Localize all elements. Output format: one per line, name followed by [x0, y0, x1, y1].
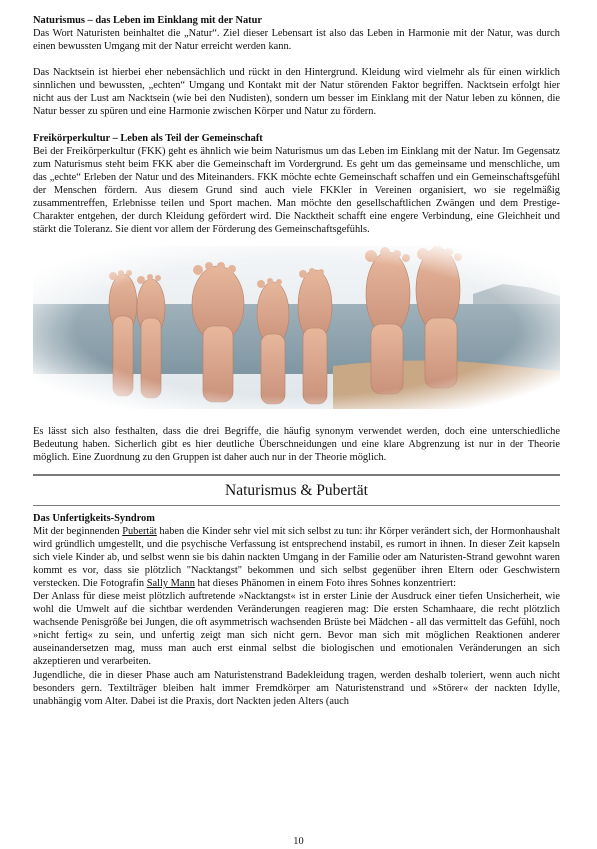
- text-run: hat dieses Phänomen in einem Foto ihres Sohnes konzentriert:: [194, 577, 457, 589]
- text-run: Mit der beginnenden: [33, 525, 123, 537]
- feet-image: [33, 246, 560, 409]
- heading-syndrom: Das Unfertigkeits-Syndrom: [33, 512, 155, 524]
- heading-fkk: Freikörperkultur – Leben als Teil der Gemeinschaft: [33, 132, 263, 144]
- summary-paragraph: Es lässt sich also festhalten, dass die drei Begriffe, die häufig synonym verwendet werden, doch eine unterschiedliche Bedeutung haben. Sicherlich gibt es hier deutliche Überschneidungen und eine klare Abgrenzung ist nur in der Theorie möglich. Eine Zuordnung zu den Gruppen ist daher auch nur in der Theorie möglich.: [33, 426, 560, 464]
- link-sally-mann[interactable]: Sally Mann: [146, 577, 195, 589]
- link-pubertaet[interactable]: Pubertät: [122, 525, 157, 537]
- paragraph: [33, 525, 560, 590]
- feet-photo: [33, 246, 560, 409]
- section-content: [33, 512, 560, 708]
- paragraph: Jugendliche, die in dieser Phase auch am Naturistenstrand Badekleidung tragen, werden deshalb toleriert, wenn auch nicht besonders gern. Textilträger bleiben halt immer Fremdkörper am Naturistenstrand und »Störer« der nackten Idylle, unabhängig vom Alter. Dabei ist die Praxis, dort Nackten jeden Alters (auch: [33, 669, 560, 707]
- paragraph: Bei der Freikörperkultur (FKK) geht es ähnlich wie beim Naturismus um das Leben im Einklang mit der Natur. Im Gegensatz zum Naturismus steht beim FKK aber die Gemeinschaft im Vordergrund. Es geht um das gemeinsame und menschliche, um das „echte“ Erleben der Natur und des Miteinanders. FKK möchte echte Gemeinschaft schaffen und ein Gemeinschaftsgefühl der Menschen fördern. Aus diesem Grund sind auch viele FKKler in Vereinen organisiert, wo sie regelmäßig zusammentreffen, Erlebnisse teilen und Sport machen. Man möchte den gesellschaftlichen Zwängen und dem Prestige-Charakter entgehen, der durch Kleidung gefördert wird. Die Nacktheit schafft eine engere Verbindung, eine Gleichheit und stärkt die Toleranz. Sie dient vor allem der Förderung des Gemeinschaftsgefühls.: [33, 145, 560, 236]
- section-title: Naturismus & Pubertät: [225, 481, 368, 499]
- page-body: [33, 14, 560, 708]
- paragraph: Das Nacktsein ist hierbei eher nebensächlich und rückt in den Hintergrund. Kleidung wird vielmehr als für einen wirklich sinnlichen und bewussten, „echten“ Umgang und Kontakt mit der Natur störenden Faktor begriffen. Nacktsein erfolgt hier nicht aus der Lust am Nacktsein (wie bei den Nudisten), sondern um besser im Einklang mit der Natur leben zu können, die Natur besser zu spüren und eine Harmonie zwischen Körper und Natur zu fördern.: [33, 67, 560, 118]
- heading-naturismus: Naturismus – das Leben im Einklang mit der Natur: [33, 15, 263, 26]
- page-number: 10: [293, 836, 304, 847]
- text-run: haben die Kinder sehr viel mit sich selbst zu tun: ihr Körper verändert sich, der Hormonhaushalt wird gründlich umgestellt, und die psychische Verfassung ist entsprechend instabil, es rumort in ihnen. In dieser Zeit kapseln sich viele Kinder ab, und selbst wenn sie bis dahin nackten Umgang in der Familie oder am Naturisten-Strand gewohnt waren kommt es vor, dass sie plötzlich "Nacktangst" bekommen und sich selbst gegenüber ihren Eltern oder Geschwistern verstecken. Die Fotografin: [33, 525, 560, 589]
- paragraph: Das Wort Naturisten beinhaltet die „Natur“. Ziel dieser Lebensart ist also das Leben in Harmonie mit der Natur, was durch einen bewussten Umgang mit der Natur erreicht werden kann.: [33, 28, 560, 53]
- section-header: [33, 474, 560, 506]
- paragraph: Der Anlass für diese meist plötzlich auftretende »Nacktangst« ist in erster Linie der Ausdruck einer tiefen Unsicherheit, wie wohl die Umwelt auf die sichtbar werdenden Veränderungen reagieren mag: Die ersten Schamhaare, die recht plötzlich wachsende Penisgröße bei Jungen, die oft asymmetrisch wachsenden Brüste bei Mädchen - all das vermittelt das Gefühl, noch »nicht fertig« zu sein, und unfertig zeigt man sich nicht gern. Bevor man sich mit möglichen Reaktionen anderer auseinandersetzen mag, muss man auch erst einmal selbst die biologischen und emotionalen Veränderungen an sich akzeptieren und verarbeiten.: [33, 590, 560, 668]
